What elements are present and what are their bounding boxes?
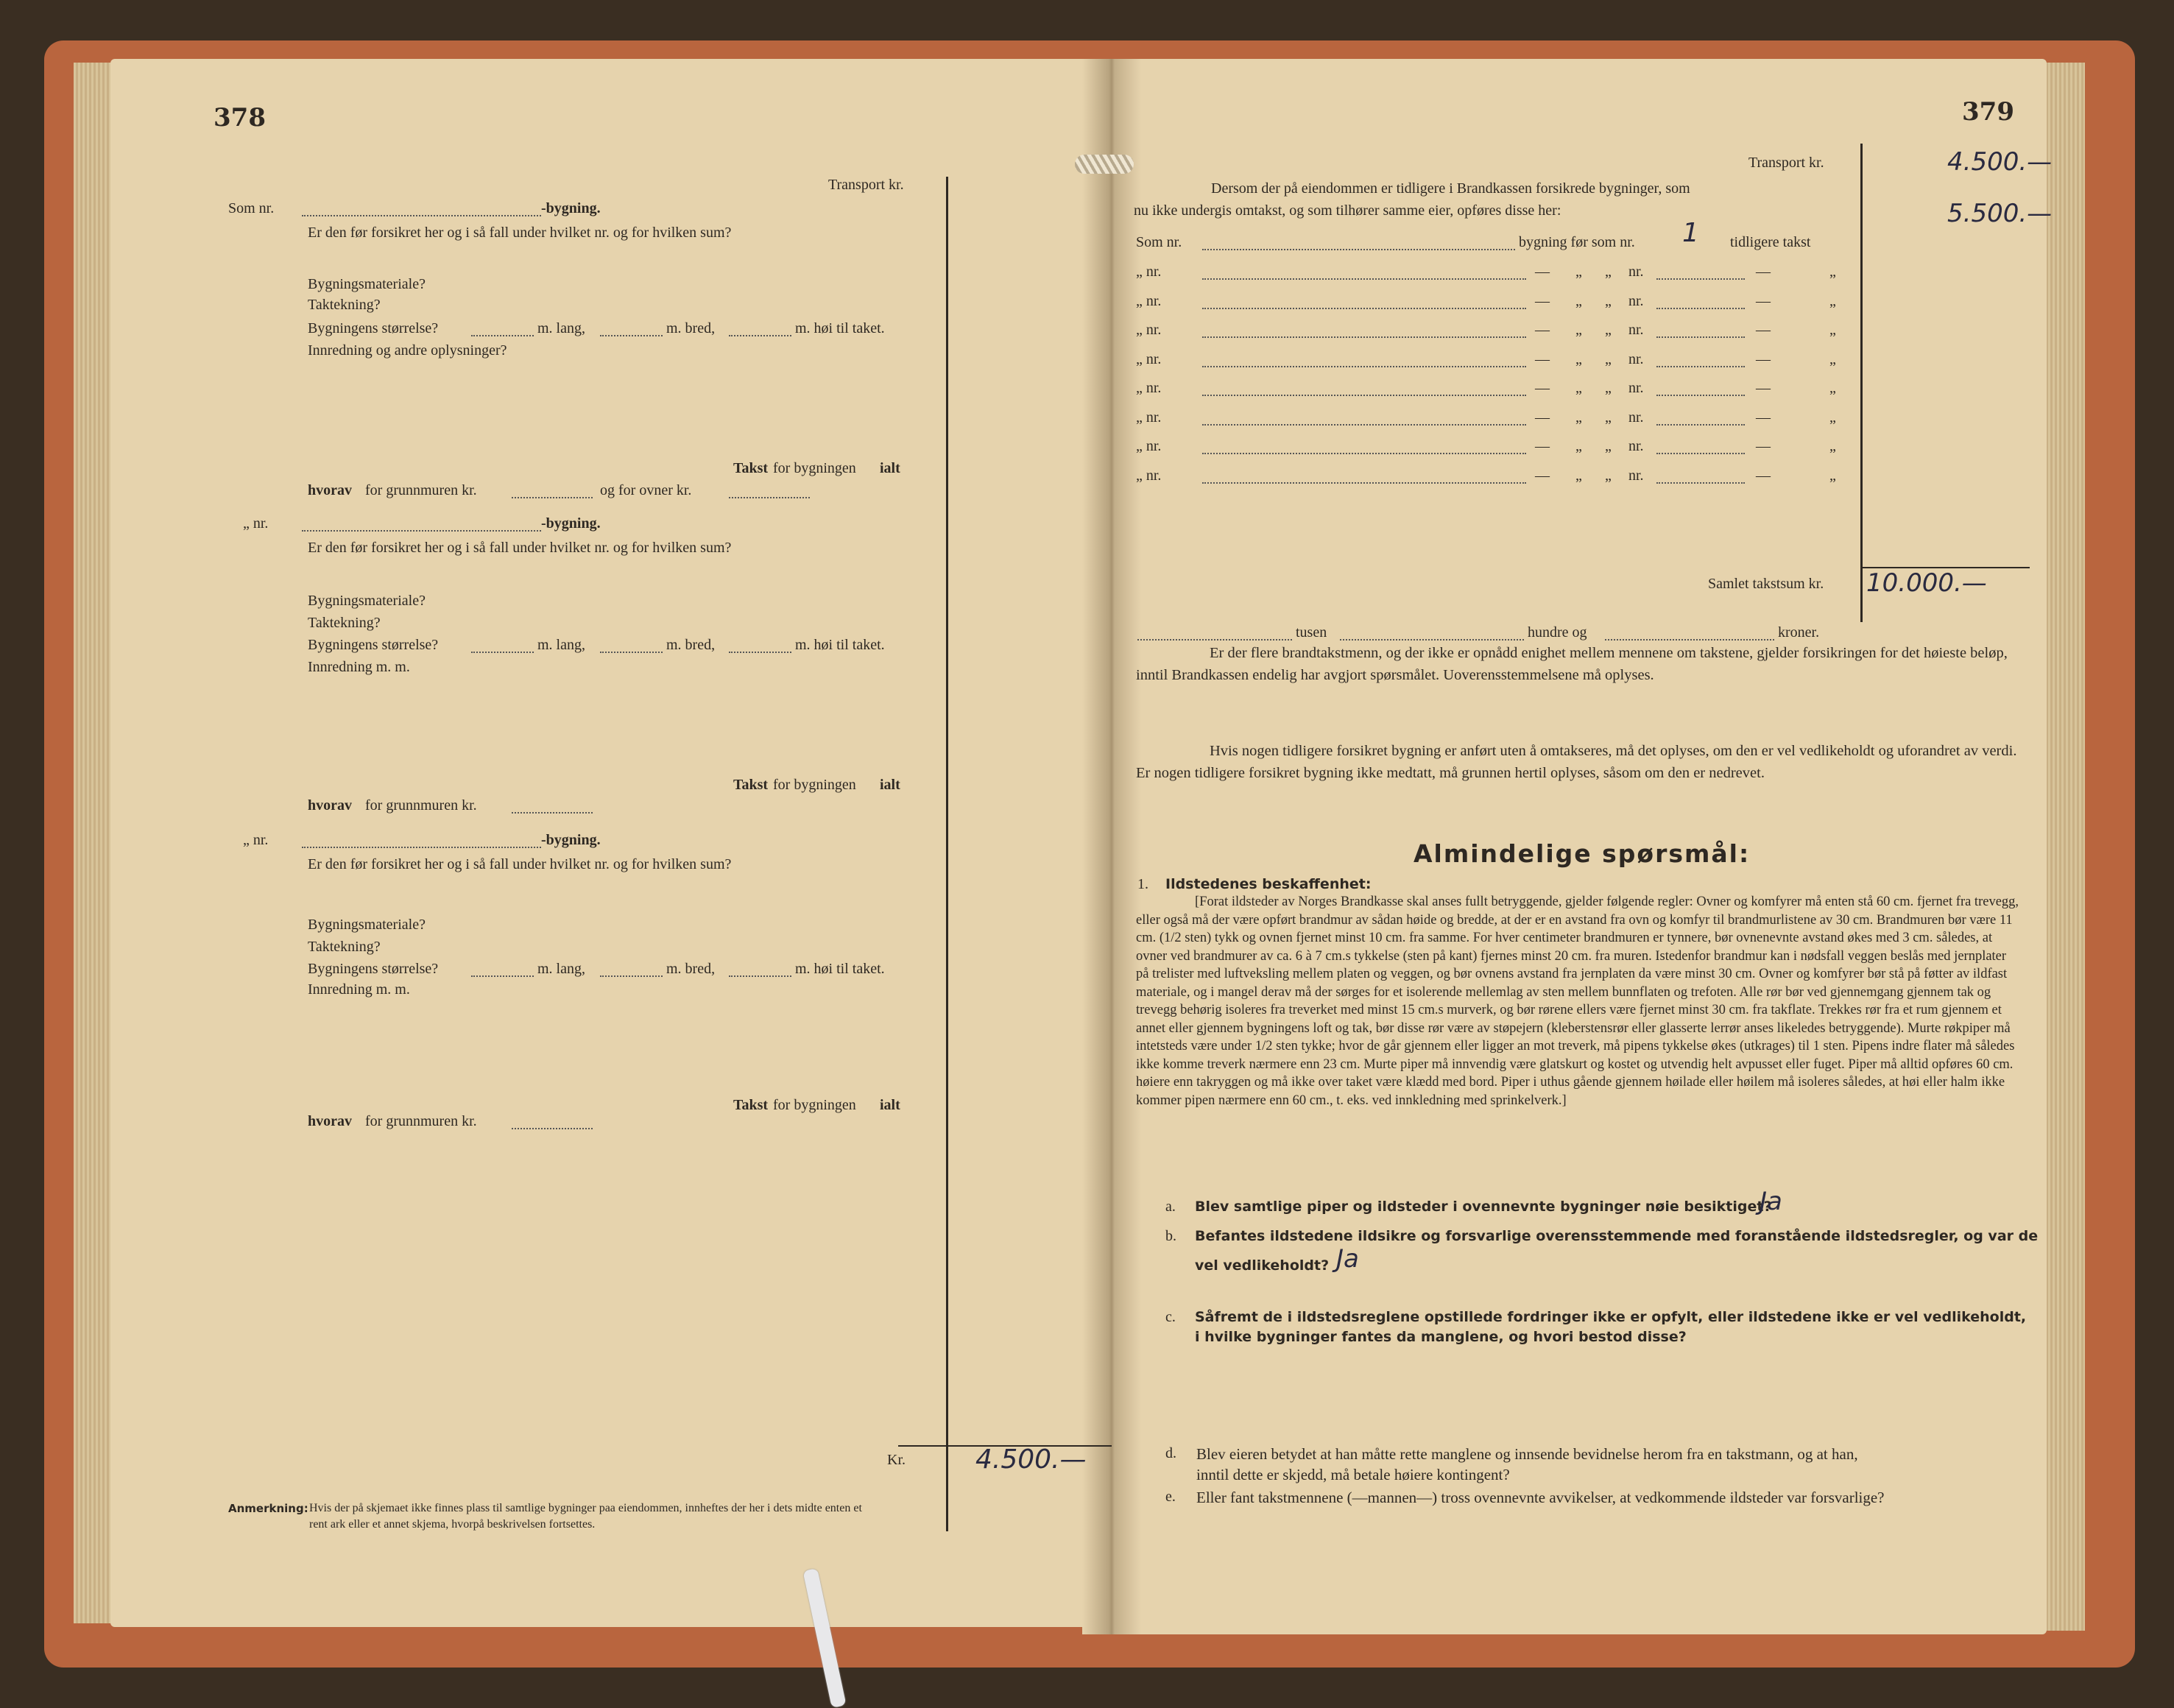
entry3-name-field xyxy=(302,832,541,848)
prior-row-cell: — xyxy=(1756,322,1771,338)
prior-row-field xyxy=(1202,322,1526,338)
entry2-hoi: m. høi til taket. xyxy=(795,637,885,653)
para-brandtakstmenn: Er der flere brandtakstmenn, og der ikke er opnådd enighet mellem mennene om takstene, gjelder forsikringen for det høieste beløp, inntil Brandkassen endelig har avgjort spørsmålet. Uoverensstemmelsene må oplyses. xyxy=(1136,645,2008,683)
prior-row-nr-field xyxy=(1656,351,1745,367)
entry2-name-field xyxy=(302,515,541,532)
tusen-field xyxy=(1137,624,1292,640)
left-total-label: Kr. xyxy=(887,1452,906,1468)
entry1-ovner: og for ovner kr. xyxy=(600,482,692,498)
entry2-bred: m. bred, xyxy=(666,637,716,653)
prior-row-cell: nr. xyxy=(1628,264,1644,280)
prior-row-cell: — xyxy=(1756,380,1771,396)
entry1-grunnmur: for grunnmuren kr. xyxy=(365,482,477,498)
prior-row-cell: „ xyxy=(1829,264,1836,280)
prior-row-cell: „ xyxy=(1829,409,1836,426)
entry2-taktekning: Taktekning? xyxy=(308,615,381,631)
qb-label: b. xyxy=(1165,1228,1176,1244)
samlet-label: Samlet takstsum kr. xyxy=(1708,576,1824,592)
entry1-storrelse: Bygningens størrelse? xyxy=(308,320,439,336)
prior-row-nr-field xyxy=(1656,438,1745,454)
entry1-takst: Takst xyxy=(733,460,769,476)
entry3-taktekning: Taktekning? xyxy=(308,939,381,955)
prior-row-nr-field xyxy=(1656,264,1745,280)
qa-answer: Ja xyxy=(1760,1187,1782,1216)
prior-row-cell: „ nr. xyxy=(1136,292,1162,309)
prior-row-cell: „ xyxy=(1829,438,1836,454)
entry3-takst: Takst xyxy=(733,1097,769,1113)
entry1-innredning: Innredning og andre oplysninger? xyxy=(308,342,507,359)
entry3-question: Er den før forsikret her og i så fall under hvilket nr. og for hvilken sum? xyxy=(308,856,732,872)
prior-row-cell: — xyxy=(1535,264,1550,280)
prior-row-cell: „ xyxy=(1575,380,1582,396)
entry1-takst-text: for bygningen xyxy=(773,460,856,476)
entry2-hoi-field xyxy=(729,637,791,653)
entry1-lang-field xyxy=(471,320,534,336)
note-line1: Hvis der på skjemaet ikke finnes plass til samtlige bygninger paa eiendommen, innheftes der her i dets midte enten et xyxy=(309,1502,862,1514)
prior-row-cell: — xyxy=(1535,380,1550,396)
entry2-storrelse: Bygningens størrelse? xyxy=(308,637,439,653)
ildsted-rules: [Forat ildsteder av Norges Brandkasse skal anses fullt betryggende, gjelder følgende regler: Ovner og komfyrer må enten stå 60 cm. fjernet fra trevegg, eller også må der være opført brandmur av sådan høide og bredde, at der er en avstand fra ovn og komfyr til brandmurlistene av 30 cm. Brandmuren bør være 11 cm. (1/2 sten) tykk og ovnen fjernet minst 10 cm. fra samme. For hver centimeter brandmuren er tynnere, bør ovnenevnte avstand økes med 3 cm. således, at ovner ved brandmurer av ca. 6 à 7 cm.s tykkelse (sten på kant) fjernes minst 20 cm. fra muren. Istedenfor brandmur kan i nødsfall veggen beslås med jernplater på trelister med luftveksling mellem platen og veggen, og bør ovnens avstand fra jernplaten da være minst 30 cm. Ovner og komfyrer bør stå på føtter av ildfast materiale, og i mangel derav må der sørges for et isolerende mellemlag av sten mellem bunnflaten og trefoten. Alle rør bør ved gjennemgang gjennem tak og trevegg behørig isoleres fra treverket med minst 15 cm.s murverk, og bør rørene ellers være fjernet minst 30 cm. fra takflate. Trekkes rør fra et rum gjennem et annet eller gjennem bygningens loft og tak, bør disse rør være av støpejern (kleberstensrør eller glasserte lerrør anses likeledes betryggende). Murte røkpiper må intetsteds være under 1/2 sten tykke; hvor de går gjennem eller ligger an mot treverk, må pipens tykkelse økes (utkrages) til 1 sten. Pipens indre flater må således ikke komme treverk nærmere enn 23 cm. Murte piper må innvendig være glatskurt og kostet og utvendig helt avpusset eller fuget. Piper må alltid opføres 60 cm. høiere enn takryggen og må ikke over taket være klædd med bord. Piper i uthus gående gjennem høilade eller høilem må isoleres således, at høi eller halm ikke kommer pipen nærmere enn 60 cm., t. eks. ved innkledning med sprinkelverk.] xyxy=(1136,894,2019,1108)
prior-row-cell: „ nr. xyxy=(1136,264,1162,280)
prior-row-cell: nr. xyxy=(1628,322,1644,338)
entry1-hvorav: hvorav xyxy=(308,482,352,498)
prior-row-nr-field xyxy=(1656,322,1745,338)
qc-text2: i hvilke bygninger fantes da manglene, og hvori bestod disse? xyxy=(1195,1329,1687,1345)
qe-label: e. xyxy=(1165,1489,1176,1505)
entry2-lang: m. lang, xyxy=(537,637,585,653)
qd-text1: Blev eieren betydet at han måtte rette manglene og innsende bevidnelse herom fra en takstmann, og at han, xyxy=(1196,1445,1858,1463)
prior-row-cell: „ xyxy=(1829,322,1836,338)
entry1-hoi: m. høi til taket. xyxy=(795,320,885,336)
prior-row-cell: — xyxy=(1535,322,1550,338)
prior-row-field xyxy=(1202,467,1526,484)
prior-row-cell: „ xyxy=(1575,350,1582,367)
left-amount-column-line xyxy=(946,177,948,1531)
prior-row-cell: — xyxy=(1535,438,1550,454)
entry1-ialt: ialt xyxy=(880,460,900,476)
prior-row-field xyxy=(1202,293,1526,309)
prior-row-cell: — xyxy=(1535,467,1550,484)
prior-row-cell: — xyxy=(1535,292,1550,309)
prior-row-cell: „ xyxy=(1605,292,1612,309)
qd-label: d. xyxy=(1165,1445,1176,1461)
entry1-bygning: -bygning. xyxy=(541,200,601,216)
prior-row-prefix: Som nr. xyxy=(1136,234,1182,250)
words-hundre: hundre og xyxy=(1528,624,1587,640)
prior-row-cell: „ xyxy=(1605,264,1612,280)
prior-row-cell: nr. xyxy=(1628,409,1644,426)
section-title: Ildstedenes beskaffenhet: xyxy=(1165,876,1372,892)
right-amount-column-line xyxy=(1860,144,1863,622)
entry3-hoi-field xyxy=(729,961,791,977)
entry3-ialt: ialt xyxy=(880,1097,900,1113)
left-transport-label: Transport kr. xyxy=(828,177,904,193)
prior-row-cell: „ xyxy=(1575,292,1582,309)
entry2-grunnmur: for grunnmuren kr. xyxy=(365,797,477,814)
qb-text1: Befantes ildstedene ildsikre og forsvarlige overensstemmende med foranstående ildstedsregler, og var de xyxy=(1195,1228,2039,1244)
entry2-prefix: „ nr. xyxy=(243,515,269,532)
words-kroner: kroner. xyxy=(1778,624,1820,640)
prior-row-nr-field xyxy=(1656,380,1745,396)
prior-row-nr-field xyxy=(1656,467,1745,484)
prior-row-cell: „ xyxy=(1829,292,1836,309)
prior-row-cell: — xyxy=(1535,350,1550,367)
right-value-2: 5.500.— xyxy=(1947,199,2053,228)
para-tidligere: Hvis nogen tidligere forsikret bygning er anført uten å omtakseres, må det oplyses, om den er vel vedlikeholdt og uforandret av verdi. Er nogen tidligere forsikret bygning ikke medtatt, må grunnen hertil oplyses, såsom om den er nedrevet. xyxy=(1136,743,2017,781)
binding-thread xyxy=(1075,155,1134,174)
left-page-number: 378 xyxy=(213,103,266,133)
hundre-field xyxy=(1340,624,1524,640)
entry1-bred: m. bred, xyxy=(666,320,716,336)
entry1-grunnmur-field xyxy=(512,482,593,498)
entry3-grunnmur-field xyxy=(512,1113,593,1129)
entry1-bred-field xyxy=(600,320,663,336)
prior-row-cell: „ xyxy=(1575,322,1582,338)
qb-answer: Ja xyxy=(1336,1244,1359,1274)
prior-row-field xyxy=(1202,264,1526,280)
qc-label: c. xyxy=(1165,1309,1176,1325)
entry3-innredning: Innredning m. m. xyxy=(308,981,410,998)
section-heading: Almindelige spørsmål: xyxy=(1414,839,1751,868)
prior-row-cell: nr. xyxy=(1628,292,1644,309)
right-page-number: 379 xyxy=(1962,97,2014,127)
prior-row-cell: — xyxy=(1756,438,1771,454)
prior-row-cell: — xyxy=(1756,467,1771,484)
book-gutter xyxy=(1082,59,1141,1634)
entry2-innredning: Innredning m. m. xyxy=(308,659,410,675)
qb-text2: vel vedlikeholdt? xyxy=(1195,1257,1330,1274)
section-number: 1. xyxy=(1137,876,1148,892)
entry3-lang-field xyxy=(471,961,534,977)
right-transport-label: Transport kr. xyxy=(1748,155,1824,171)
entry2-question: Er den før forsikret her og i så fall under hvilket nr. og for hvilken sum? xyxy=(308,540,732,556)
entry3-materiale: Bygningsmateriale? xyxy=(308,917,426,933)
entry1-taktekning: Taktekning? xyxy=(308,297,381,313)
entry1-materiale: Bygningsmateriale? xyxy=(308,276,426,292)
entry2-takst: Takst xyxy=(733,777,769,793)
entry3-bred: m. bred, xyxy=(666,961,716,977)
qe-text: Eller fant takstmennene (—mannen—) tross ovennevnte avvikelser, at vedkommende ildsteder var forsvarlige? xyxy=(1196,1489,1885,1506)
prior-row-cell: „ nr. xyxy=(1136,409,1162,426)
entry2-bred-field xyxy=(600,637,663,653)
prior-row-cell: „ nr. xyxy=(1136,350,1162,367)
note-line2: rent ark eller et annet skjema, hvorpå beskrivelsen fortsettes. xyxy=(309,1518,596,1531)
prior-row-cell: „ xyxy=(1575,467,1582,484)
prior-row-end: tidligere takst xyxy=(1730,234,1811,250)
entry3-lang: m. lang, xyxy=(537,961,585,977)
qa-text: Blev samtlige piper og ildsteder i ovennevnte bygninger nøie besiktiget? xyxy=(1195,1199,1772,1215)
entry1-name-field xyxy=(302,200,541,216)
entry3-storrelse: Bygningens størrelse? xyxy=(308,961,439,977)
prior-row-cell: „ xyxy=(1605,409,1612,426)
prior-row-field xyxy=(1202,438,1526,454)
entry3-takst-text: for bygningen xyxy=(773,1097,856,1113)
entry1-lang: m. lang, xyxy=(537,320,585,336)
entry1-ovner-field xyxy=(729,482,810,498)
qa-label: a. xyxy=(1165,1199,1176,1215)
prior-row-cell: „ nr. xyxy=(1136,380,1162,396)
prior-row-mid: bygning før som nr. xyxy=(1519,234,1635,250)
qc-text1: Såfremt de i ildstedsreglene opstillede fordringer ikke er opfylt, eller ildstedene ikke er vel vedlikeholdt, xyxy=(1195,1309,2027,1325)
entry3-bygning: -bygning. xyxy=(541,832,601,848)
prior-row-field xyxy=(1202,351,1526,367)
entry3-hoi: m. høi til taket. xyxy=(795,961,885,977)
entry1-hoi-field xyxy=(729,320,791,336)
entry1-prefix: Som nr. xyxy=(228,200,275,216)
prior-row-cell: „ xyxy=(1829,350,1836,367)
prior-row-cell: „ xyxy=(1605,322,1612,338)
prior-row-cell: nr. xyxy=(1628,350,1644,367)
prior-row-cell: — xyxy=(1756,292,1771,309)
qd-text2: inntil dette er skjedd, må betale høiere kontingent? xyxy=(1196,1466,1510,1483)
prior-row-cell: — xyxy=(1756,350,1771,367)
prior-row-cell: nr. xyxy=(1628,467,1644,484)
prior-row-cell: nr. xyxy=(1628,380,1644,396)
prior-row-cell: „ nr. xyxy=(1136,467,1162,484)
entry2-takst-text: for bygningen xyxy=(773,777,856,793)
samlet-value: 10.000.— xyxy=(1866,568,1987,598)
entry1-question: Er den før forsikret her og i så fall under hvilket nr. og for hvilken sum? xyxy=(308,225,732,241)
prior-row-cell: „ xyxy=(1605,350,1612,367)
entry2-ialt: ialt xyxy=(880,777,900,793)
left-total-value: 4.500.— xyxy=(975,1444,1087,1475)
intro-line1: Dersom der på eiendommen er tidligere i Brandkassen forsikrede bygninger, som xyxy=(1211,180,1690,197)
prior-row-cell: „ xyxy=(1829,380,1836,396)
entry2-bygning: -bygning. xyxy=(541,515,601,532)
entry2-lang-field xyxy=(471,637,534,653)
prior-row-number: 1 xyxy=(1682,218,1699,248)
prior-row-field xyxy=(1202,409,1526,426)
prior-row-cell: — xyxy=(1535,409,1550,426)
prior-row-cell: nr. xyxy=(1628,438,1644,454)
note-label: Anmerkning: xyxy=(228,1502,308,1515)
prior-row-nr-field xyxy=(1656,409,1745,426)
prior-row-cell: „ xyxy=(1829,467,1836,484)
entry2-grunnmur-field xyxy=(512,797,593,814)
entry3-hvorav: hvorav xyxy=(308,1113,352,1129)
prior-row-field xyxy=(1202,380,1526,396)
prior-row-cell: „ nr. xyxy=(1136,438,1162,454)
prior-row-cell: „ xyxy=(1605,467,1612,484)
prior-row-cell: „ xyxy=(1605,438,1612,454)
entry2-materiale: Bygningsmateriale? xyxy=(308,593,426,609)
prior-row-cell: „ xyxy=(1605,380,1612,396)
prior-row-cell: „ xyxy=(1575,264,1582,280)
entry3-grunnmur: for grunnmuren kr. xyxy=(365,1113,477,1129)
entry2-hvorav: hvorav xyxy=(308,797,352,814)
words-tusen: tusen xyxy=(1296,624,1327,640)
prior-row-cell: „ nr. xyxy=(1136,322,1162,338)
entry3-prefix: „ nr. xyxy=(243,832,269,848)
intro-line2: nu ikke undergis omtakst, og som tilhører samme eier, opføres disse her: xyxy=(1134,202,1561,219)
prior-row-cell: — xyxy=(1756,409,1771,426)
prior-row-nr-field xyxy=(1656,293,1745,309)
prior-row-cell: „ xyxy=(1575,409,1582,426)
prior-row-cell: — xyxy=(1756,264,1771,280)
right-transport-value: 4.500.— xyxy=(1947,147,2053,177)
prior-row-name-field xyxy=(1202,234,1515,250)
prior-row-cell: „ xyxy=(1575,438,1582,454)
entry3-bred-field xyxy=(600,961,663,977)
kroner-field xyxy=(1605,624,1774,640)
